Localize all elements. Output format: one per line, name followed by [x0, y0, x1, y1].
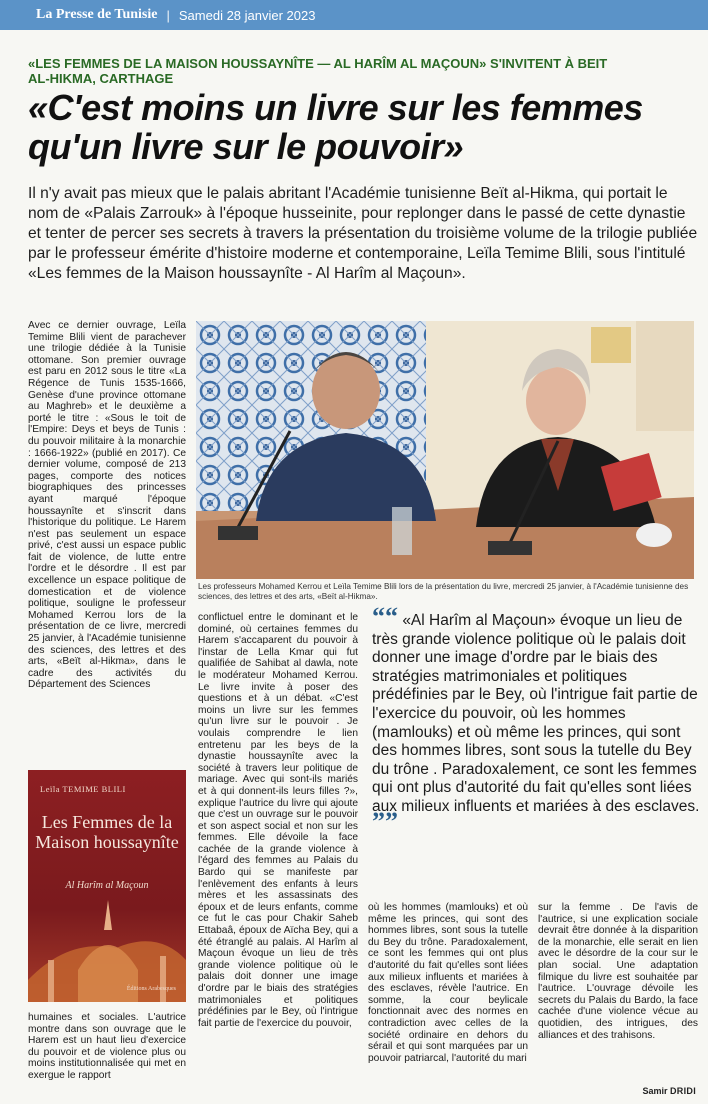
author-first-name: Samir — [642, 1086, 668, 1096]
book-cover — [28, 770, 186, 1002]
body-column-4: sur la femme . De l'avis de l'autrice, si une explication sociale devrait être donnée à la disparition de la monarchie, elle serait en lien avec le désordre de la cour sur le plan social. Une adaptation filmique du livre est souhaitée par l'autrice. L'ouvrage dévoile les secrets du Palais du Bardo, la face cachée d'une violence vécue au quotidien, des intrigues, des alliances et des trahisons. — [538, 902, 698, 1041]
book-title: Les Femmes de la Maison houssaynîte — [35, 812, 179, 852]
author-last-name: DRIDI — [670, 1086, 696, 1096]
article-lead: Il n'y avait pas mieux que le palais abritant l'Académie tunisienne Beït al-Hikma, qui portait le nom de «Palais Zarrouk» à l'époque husseinite, pour replonger dans le passé de cette dynastie et tenter de percer ses secrets à travers la présentation du troisième volume de la trilogie publiée par le professeur émérite d'histoire moderne et contemporaine, Leïla Temime Blili, sous l'intitulé «Les femmes de la Maison houssaynîte - Al Harîm al Maçoun». — [28, 185, 698, 282]
author-signature — [642, 1086, 696, 1096]
book-publisher: Éditions Arabesques — [126, 986, 176, 992]
header-separator: | — [166, 7, 170, 23]
event-photo — [196, 321, 694, 579]
body-column-3: où les hommes (mamlouks) et où même les princes, qui sont des hommes libres, sont sous la tutelle du Bey du trône. Paradoxalement, ce sont les femmes qui ont plus d'autorité du fait qu'elles sont liées aux milieux influents et mariées à des esclaves, révèle l'autrice. En somme, la cour beylicale fonctionnait avec des normes en contradiction avec celles de la société ordinaire en dehors du sérail et qui sont marquées par un pouvoir patriarcal, l'autorité du mari — [368, 902, 528, 1064]
newspaper-header — [0, 0, 708, 30]
body-column-2: conflictuel entre le dominant et le dominé, où certaines femmes du Harem s'accaparent du pouvoir à l'instar de Lella Kmar qui fut qualifiée de Sahibat al dawla, note le modérateur Mohamed Kerrou. Le livre invite à poser des questions et à un débat. «C'est moins un livre sur les femmes qu'un livre sur le pouvoir . Je voulais comprendre le lien entretenu par les beys de la dynastie houssaynîte avec la société à travers leur politique de mariage. Avec qui sont-ils mariés et à qui donnent-ils leurs filles ?», explique l'autrice du livre qui ajoute que c'est un ouvrage sur le pouvoir et son aspect social et non sur les femmes. Elle dévoile la face cachée de la grande violence à l'égard des femmes au Palais du Bardo qui se manifeste par l'enlèvement des enfants à leurs mères et les assassinats des époux et de leurs enfants, comme ce fut le cas pour Chakir Saheb Ettabaâ, époux de Aïcha Bey, qui a été étranglé au palais. Al Harîm al Maçoun évoque un lieu de très grande violence politique où le palais doit donner une image d'ordre par le biais des stratégies matrimoniales et politiques prédéfinies par le Bey, où l'intrigue fait partie de l'exercice du pouvoir, — [198, 612, 358, 1029]
body-column-1: Avec ce dernier ouvrage, Leïla Temime Blili vient de parachever une trilogie dédiée à la Tunisie ottomane. Son premier ouvrage est paru en 2012 sous le titre «La Régence de Tunis 1535-1666, Genèse d'une province ottomane au Maghreb» et le deuxième a porté le titre : «Sous le toit de l'Empire: Deys et beys de Tunis : du pouvoir militaire à la monarchie : 1666-1922» (publié en 2017). Ce dernier volume, composé de 213 pages, comporte des notices biographiques des princesses ayant marqué l'époque houssaynîte et s'inscrit dans l'historique du politique. Le Harem n'est pas seulement un espace privé, c'est aussi un espace public fait de violence, de lutte entre l'ordre et le désordre . Il est par excellence un espace politique de domestication et de violence politique, souligne le professeur Mohamed Kerrou lors de la présentation de ce livre, mercredi 25 janvier, à l'Académie tunisienne des sciences, des lettres et des arts, «Beït al-Hikma», dans le cadre des activités du Département des Sciences — [28, 320, 186, 691]
photo-caption: Les professeurs Mohamed Kerrou et Leïla Temime Blili lors de la présentation du livre, mercredi 25 janvier, à l'Académie tunisienne des sciences, des lettres et des arts, «Beït al-Hikma». — [198, 582, 689, 601]
book-cover-dome-illustration — [28, 770, 186, 1002]
book-subtitle: Al Harîm al Maçoun — [65, 880, 149, 891]
book-author: Leïla TEMIME BLILI — [40, 784, 126, 794]
pull-quote-text: «Al Harîm al Maçoun» évoque un lieu de très grande violence politique où le palais doit donner une image d'ordre par le biais des stratégies matrimoniales et politiques prédéfinies par le Bey, où l'intrigue fait partie de l'exercice du pouvoir, où les hommes (mamlouks) et où même les princes, qui sont des hommes libres, sont sous la tutelle du Bey du trône . Paradoxalement, ce sont les femmes qui ont plus d'autorité du fait qu'elles sont liées aux milieux influents et mariées à des esclaves. — [372, 612, 700, 815]
close-quote-icon: ”” — [372, 806, 398, 836]
event-photo-illustration — [196, 321, 694, 579]
issue-date: Samedi 28 janvier 2023 — [178, 7, 316, 23]
article-kicker: «LES FEMMES DE LA MAISON HOUSSAYNÎTE — AL HARÎM AL MAÇOUN» S'INVITENT À BEIT AL-HIKMA, CARTHAGE — [28, 56, 608, 86]
newspaper-name: La Presse de Tunisie — [36, 7, 158, 22]
article-headline: «C'est moins un livre sur les femmes qu'un livre sur le pouvoir» — [28, 87, 643, 167]
pull-quote — [372, 602, 702, 836]
open-quote-icon: ““ — [372, 602, 398, 631]
body-column-1-continued: humaines et sociales. L'autrice montre dans son ouvrage que le Harem est un haut lieu d'exercice du pouvoir et de violence plus ou moins institutionnalisée qui met en exergue le rapport — [28, 1012, 186, 1081]
